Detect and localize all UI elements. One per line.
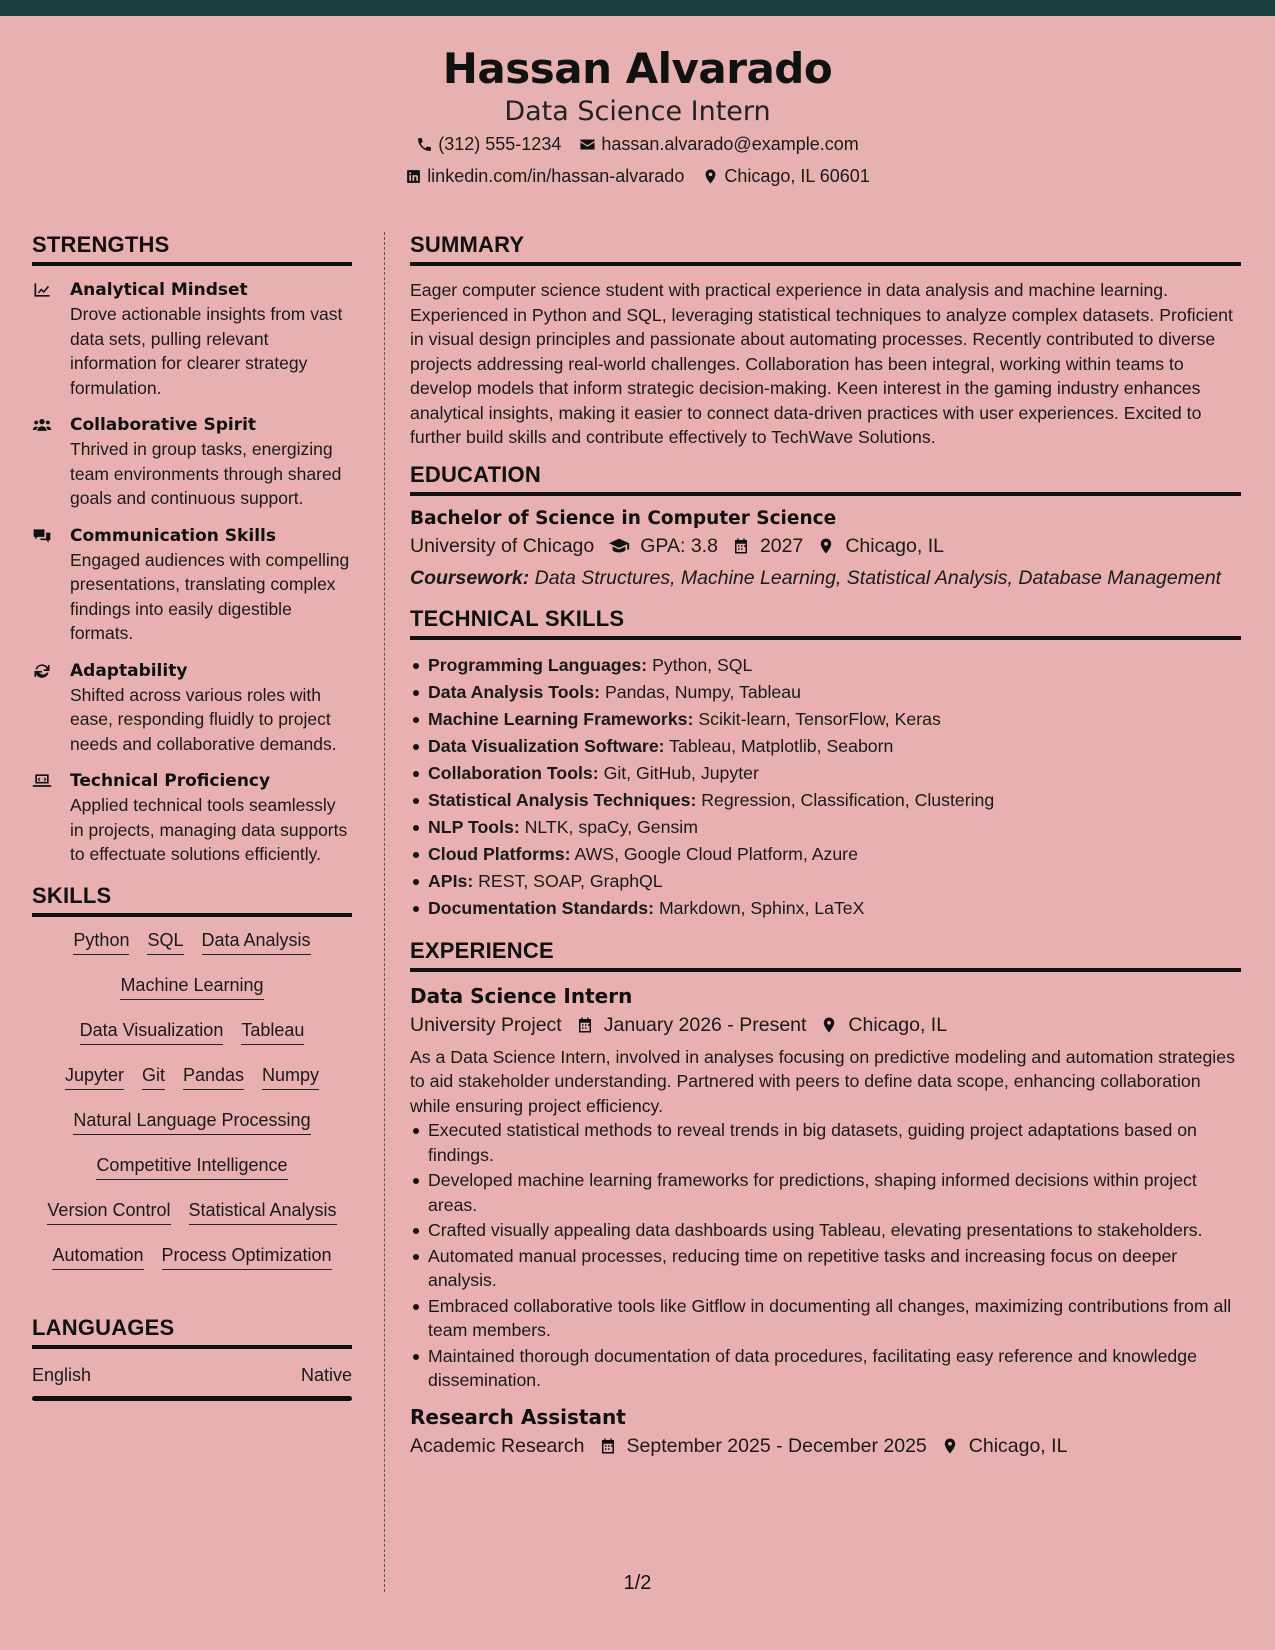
job-bullet: Automated manual processes, reducing time on repetitive tasks and increasing focus on deeper analysis.: [410, 1244, 1241, 1293]
tech-skill-label: Data Visualization Software:: [428, 735, 665, 756]
strength-title: Technical Proficiency: [70, 771, 271, 791]
tech-skill-label: Cloud Platforms:: [428, 843, 571, 864]
users-icon: [32, 415, 52, 435]
linkedin-text: linkedin.com/in/hassan-alvarado: [427, 166, 685, 186]
skill-tag: Natural Language Processing: [73, 1109, 310, 1135]
linkedin-icon: [405, 168, 422, 185]
job-meta: [410, 1435, 1241, 1458]
strength-desc: Engaged audiences with compelling presentations, translating complex findings into easily digestible formats.: [70, 549, 350, 643]
strength-desc: Applied technical tools seamlessly in projects, managing data supports to effectuate solutions efficiently.: [70, 795, 348, 864]
job-title: Data Science Intern: [410, 983, 633, 1008]
education-location: Chicago, IL: [845, 534, 944, 557]
skill-tag: Jupyter: [65, 1064, 124, 1090]
skill-tag: Data Analysis: [202, 929, 311, 955]
strength-item: [32, 524, 352, 646]
strengths-heading: STRENGTHS: [32, 232, 352, 266]
skill-tag: Competitive Intelligence: [96, 1154, 287, 1180]
chart-line-icon: [32, 280, 52, 300]
laptop-code-icon: [32, 771, 52, 791]
language-name: English: [32, 1364, 92, 1385]
tech-skill-value: Git, GitHub, Jupyter: [603, 762, 759, 783]
education-gpa: GPA: 3.8: [640, 534, 718, 557]
skill-tag: Python: [73, 929, 129, 955]
contact-row-primary: [0, 134, 1275, 155]
job-description: As a Data Science Intern, involved in analyses focusing on predictive modeling and automation strategies to aid stakeholder understanding. Partnered with peers to define data scope, enhancing collaboration while ensuring project efficiency.: [410, 1046, 1235, 1116]
skill-tag: Tableau: [241, 1019, 304, 1045]
tech-skill-label: Programming Languages:: [428, 654, 648, 675]
job-org: Academic Research: [410, 1434, 585, 1457]
skill-tag: Process Optimization: [162, 1244, 332, 1270]
comments-icon: [32, 526, 52, 546]
technical-skill-item: [410, 787, 1241, 814]
skill-tag: Version Control: [47, 1199, 170, 1225]
skill-tag: Git: [142, 1064, 165, 1090]
language-item: [32, 1365, 352, 1386]
tech-skill-value: Scikit-learn, TensorFlow, Keras: [698, 708, 941, 729]
skill-tag: Data Visualization: [80, 1019, 224, 1045]
map-marker-icon: [817, 537, 835, 555]
tech-skill-value: Markdown, Sphinx, LaTeX: [658, 897, 865, 918]
tech-skill-value: Regression, Classification, Clustering: [701, 789, 995, 810]
envelope-icon: [579, 136, 596, 153]
technical-skill-item: [410, 733, 1241, 760]
technical-skill-item: [410, 814, 1241, 841]
job-bullet: Developed machine learning frameworks for predictions, shaping informed decisions within project areas.: [410, 1168, 1241, 1217]
education-meta: [410, 535, 1241, 558]
technical-skill-item: [410, 760, 1241, 787]
job-org: University Project: [410, 1013, 562, 1036]
job-dates: September 2025 - December 2025: [626, 1434, 927, 1457]
map-marker-icon: [820, 1016, 838, 1034]
strength-title: Collaborative Spirit: [70, 415, 257, 435]
skill-tag: Numpy: [262, 1064, 319, 1090]
technical-skill-item: [410, 706, 1241, 733]
contact-row-secondary: [0, 166, 1275, 187]
skill-tag: Automation: [52, 1244, 143, 1270]
map-marker-icon: [941, 1437, 959, 1455]
tech-skill-label: Collaboration Tools:: [428, 762, 599, 783]
skill-tag: Statistical Analysis: [189, 1199, 337, 1225]
graduation-cap-icon: [608, 535, 630, 557]
languages-heading: LANGUAGES: [32, 1315, 352, 1349]
strength-title: Adaptability: [70, 660, 188, 681]
strength-desc: Shifted across various roles with ease, responding fluidly to project needs and collaborative demands.: [70, 684, 337, 754]
tech-skill-value: Python, SQL: [652, 654, 753, 675]
job-meta: [410, 1014, 1241, 1037]
tech-skill-label: NLP Tools:: [428, 816, 520, 837]
coursework-text: Data Structures, Machine Learning, Statistical Analysis, Database Management: [534, 566, 1222, 589]
location-contact: [702, 166, 869, 187]
job-bullets: [410, 1118, 1241, 1393]
tech-skill-value: REST, SOAP, GraphQL: [478, 870, 663, 891]
skill-tag: SQL: [147, 929, 183, 955]
job-bullet: Executed statistical methods to reveal trends in big datasets, guiding project adaptations based on findings.: [410, 1118, 1241, 1167]
phone-icon: [416, 136, 433, 153]
education-year: 2027: [759, 534, 804, 557]
technical-skill-item: [410, 895, 1241, 922]
language-proficiency-bar: [32, 1396, 352, 1401]
education-degree: Bachelor of Science in Computer Science: [410, 507, 837, 529]
job-bullet: Embraced collaborative tools like Gitflow in documenting all changes, maximizing contributions from all team members.: [410, 1294, 1241, 1343]
tech-skill-value: NLTK, spaCy, Gensim: [524, 816, 698, 837]
tech-skill-label: Data Analysis Tools:: [428, 681, 601, 702]
tech-skill-value: Pandas, Numpy, Tableau: [604, 681, 801, 702]
candidate-role: Data Science Intern: [504, 96, 771, 127]
education-heading: EDUCATION: [410, 462, 1241, 496]
job-bullet: Crafted visually appealing data dashboards using Tableau, elevating presentations to stakeholders.: [410, 1218, 1241, 1243]
candidate-name: Hassan Alvarado: [442, 44, 833, 93]
tech-skill-label: Machine Learning Frameworks:: [428, 708, 694, 729]
summary-heading: SUMMARY: [410, 232, 1241, 266]
job-location: Chicago, IL: [848, 1013, 948, 1036]
experience-heading: EXPERIENCE: [410, 938, 1241, 972]
job-title: Research Assistant: [410, 1404, 626, 1429]
skills-list: [32, 929, 352, 1289]
technical-skill-item: [410, 652, 1241, 679]
right-column: [410, 232, 1241, 1458]
technical-skill-item: [410, 841, 1241, 868]
strength-desc: Thrived in group tasks, energizing team environments through shared goals and continuous support.: [70, 439, 342, 508]
language-level: Native: [300, 1364, 352, 1385]
summary-text: Eager computer science student with practical experience in data analysis and machine learning. Experienced in Python and SQL, leveraging statistical techniques to analyze complex datasets. Proficient in visual design principles and passionate about automating processes. Recently contributed to diverse projects addressing real-world challenges. Collaboration has been integral, working within teams to develop models that inform strategic decision-making. Keen interest in the gaming industry enhances analytical insights, making it easier to connect data-driven practices with user experiences. Excited to further build skills and contribute effectively to TechWave Solutions.: [410, 280, 1233, 447]
tech-skill-label: Statistical Analysis Techniques:: [428, 789, 697, 810]
phone-contact[interactable]: [416, 134, 561, 155]
strength-item: [32, 659, 352, 757]
technical-skills-list: [410, 652, 1241, 922]
strength-title: Communication Skills: [70, 525, 276, 546]
sync-icon: [32, 661, 52, 681]
job-location: Chicago, IL: [968, 1434, 1068, 1457]
phone-text: (312) 555-1234: [438, 134, 562, 154]
top-bar: [0, 0, 1275, 16]
page-number: 1/2: [623, 1572, 652, 1594]
skill-tag: Machine Learning: [120, 974, 263, 1000]
calendar-icon: [576, 1016, 594, 1034]
technical-skills-heading: TECHNICAL SKILLS: [410, 606, 1241, 640]
strength-item: [32, 769, 352, 867]
skill-tag: Pandas: [183, 1064, 244, 1090]
calendar-icon: [732, 537, 750, 555]
job-dates: January 2026 - Present: [603, 1013, 807, 1036]
skills-heading: SKILLS: [32, 883, 352, 917]
column-divider: [384, 232, 385, 1592]
email-contact[interactable]: [579, 134, 858, 155]
strength-desc: Drove actionable insights from vast data sets, pulling relevant information for clearer strategy formulation.: [70, 304, 343, 398]
education-coursework: [410, 566, 1241, 590]
education-school: University of Chicago: [410, 534, 595, 557]
job-bullet: Maintained thorough documentation of data procedures, facilitating easy reference and knowledge dissemination.: [410, 1344, 1241, 1393]
location-text: Chicago, IL 60601: [724, 166, 870, 186]
linkedin-contact[interactable]: [405, 166, 684, 187]
technical-skill-item: [410, 868, 1241, 895]
left-column: [32, 232, 352, 1401]
map-marker-icon: [702, 168, 719, 185]
tech-skill-label: APIs:: [428, 870, 474, 891]
calendar-icon: [599, 1437, 617, 1455]
resume-header: [0, 16, 1275, 204]
technical-skill-item: [410, 679, 1241, 706]
tech-skill-value: Tableau, Matplotlib, Seaborn: [669, 735, 894, 756]
coursework-label: Coursework:: [410, 566, 530, 589]
tech-skill-value: AWS, Google Cloud Platform, Azure: [574, 843, 858, 864]
strength-item: [32, 278, 352, 400]
strength-item: [32, 413, 352, 511]
email-text: hassan.alvarado@example.com: [601, 134, 859, 154]
tech-skill-label: Documentation Standards:: [428, 897, 655, 918]
strength-title: Analytical Mindset: [70, 280, 248, 300]
